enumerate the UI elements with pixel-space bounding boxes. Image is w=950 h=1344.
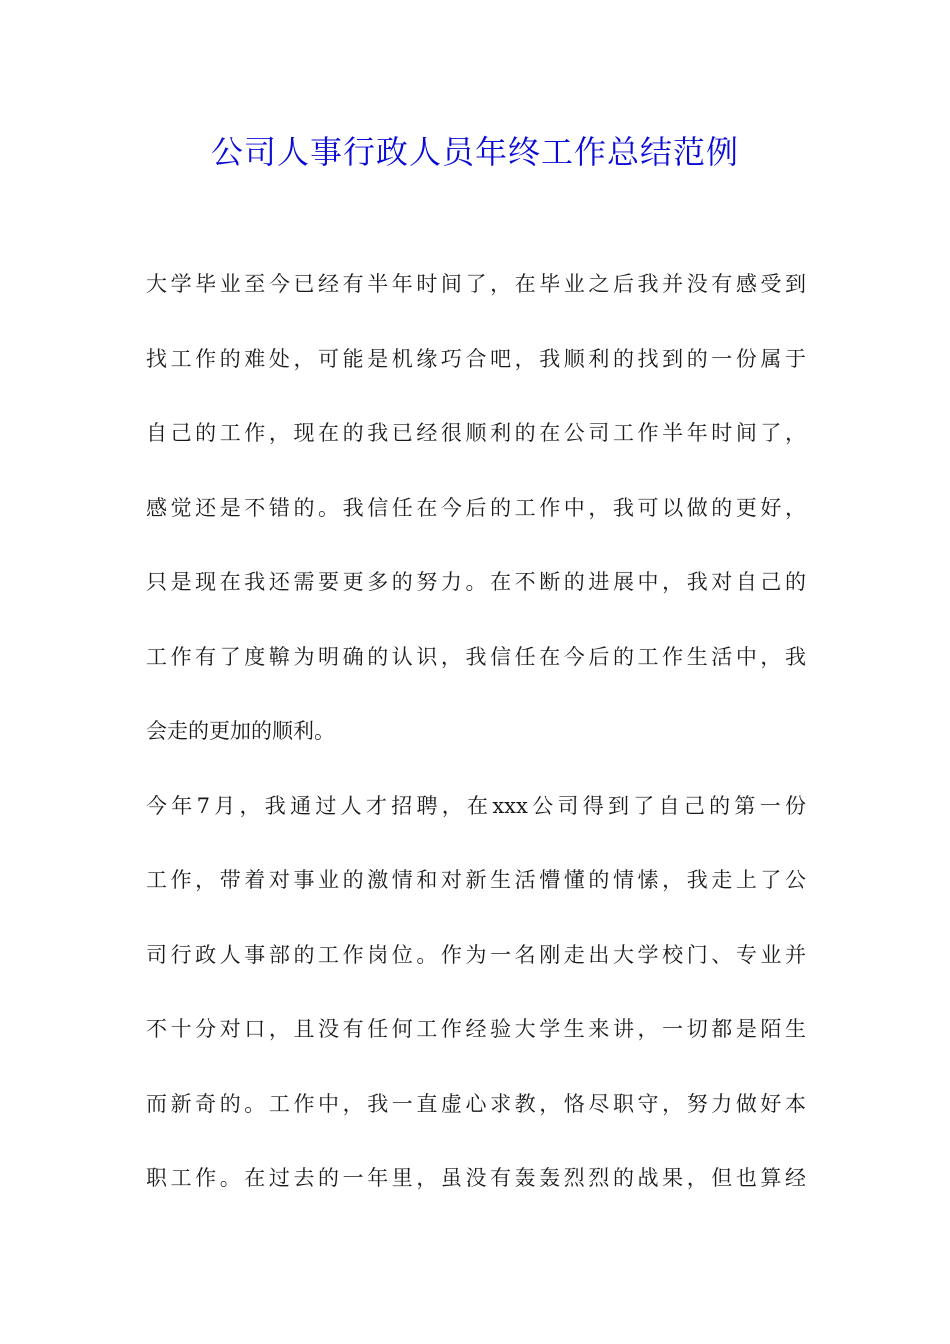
- paragraph-line: 会走的更加的顺利。: [146, 719, 335, 743]
- paragraph-line: 找工作的难处，可能是机缘巧合吧，我顺利的找到的一份属于: [146, 347, 806, 371]
- paragraph-line: 工作有了度鞥为明确的认识，我信任在今后的工作生活中，我: [146, 645, 806, 669]
- paragraph-line: 工作，带着对事业的激情和对新生活懵懂的情愫，我走上了公: [146, 868, 806, 892]
- paragraph-line: 自己的工作，现在的我已经很顺利的在公司工作半年时间了，: [146, 421, 806, 445]
- paragraph-line: 司行政人事部的工作岗位。作为一名刚走出大学校门、专业并: [146, 943, 806, 967]
- paragraph-line: 大学毕业至今已经有半年时间了，在毕业之后我并没有感受到: [146, 272, 806, 296]
- paragraph-line: 不十分对口，且没有任何工作经验大学生来讲，一切都是陌生: [146, 1017, 806, 1041]
- paragraph-line: 而新奇的。工作中，我一直虚心求教，恪尽职守，努力做好本: [146, 1092, 806, 1116]
- paragraph-line: 感觉还是不错的。我信任在今后的工作中，我可以做的更好，: [146, 496, 806, 520]
- paragraph-line: 今年7月，我通过人才招聘，在xxx公司得到了自己的第一份: [146, 794, 806, 818]
- document-title: 公司人事行政人员年终工作总结范例: [210, 133, 739, 171]
- paragraph-line: 只是现在我还需要更多的努力。在不断的进展中，我对自己的: [146, 570, 806, 594]
- paragraph-line: 职工作。在过去的一年里，虽没有轰轰烈烈的战果，但也算经: [146, 1166, 806, 1190]
